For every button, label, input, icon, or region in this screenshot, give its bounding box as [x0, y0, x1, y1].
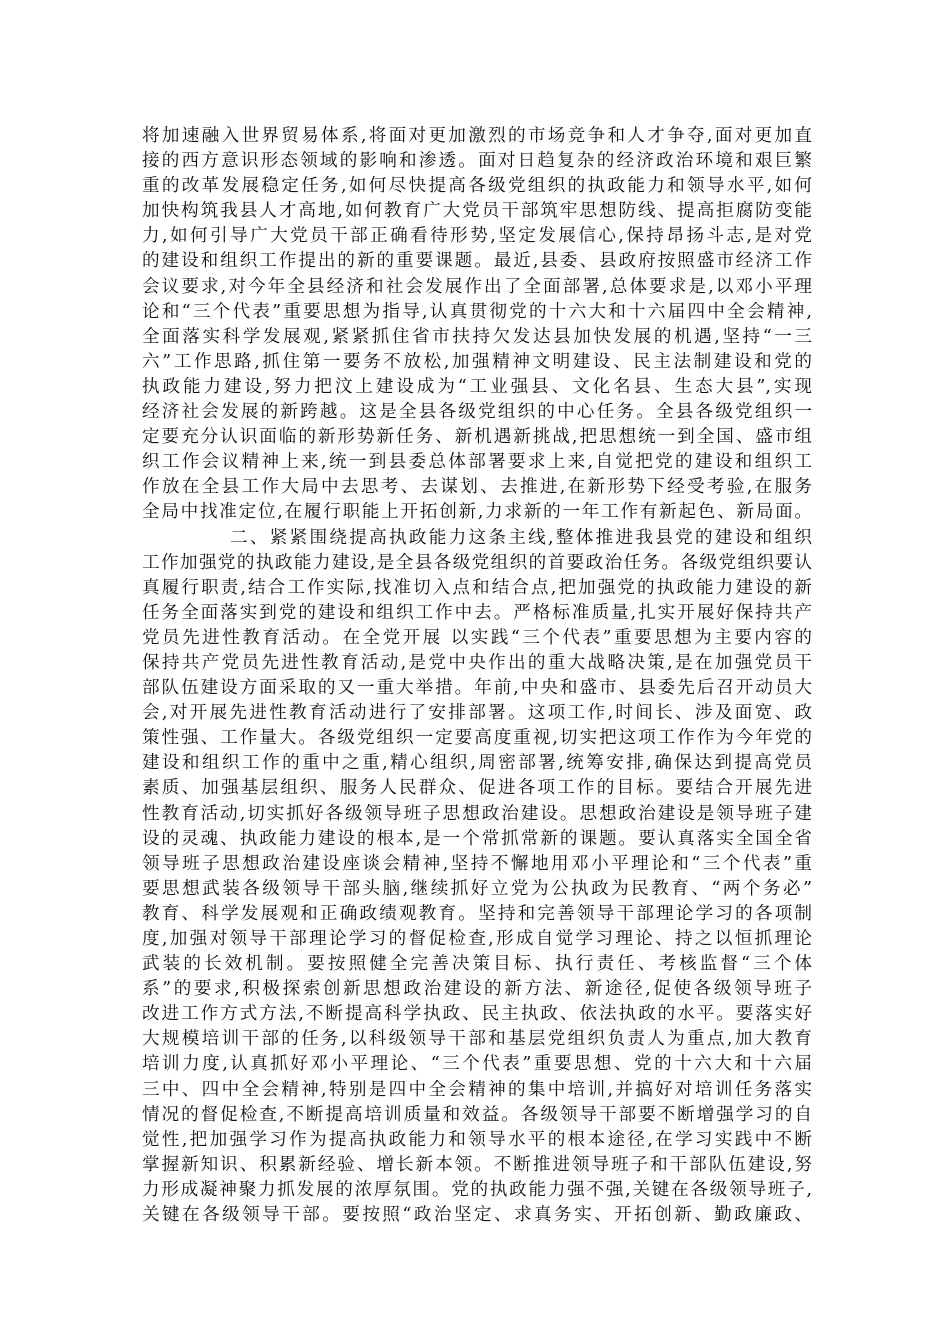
text-line: 任务全面落实到党的建设和组织工作中去。严格标准质量,扎实开展好保持共产	[142, 602, 812, 623]
text-line: 武装的长效机制。要按照健全完善决策目标、执行责任、考核监督“三个体	[142, 954, 812, 975]
text-line: 性教育活动,切实抓好各级领导班子思想政治建设。思想政治建设是领导班子建	[142, 803, 812, 824]
text-line: 情况的督促检查,不断提高培训质量和效益。各级领导干部要不断增强学习的自	[142, 1104, 812, 1125]
text-line: 大规模培训干部的任务,以科级领导干部和基层党组织负责人为重点,加大教育	[142, 1029, 812, 1050]
text-line: 加快构筑我县人才高地,如何教育广大党员干部筑牢思想防线、提高拒腐防变能	[142, 201, 812, 222]
text-line: 真履行职责,结合工作实际,找准切入点和结合点,把加强党的执政能力建设的新	[142, 577, 812, 598]
text-line: 改进工作方式方法,不断提高科学执政、民主执政、依法执政的水平。要落实好	[142, 1004, 812, 1025]
text-line: 全局中找准定位,在履行职能上开拓创新,力求新的一年工作有新起色、新局面。	[142, 502, 812, 523]
text-line: 接的西方意识形态领域的影响和渗透。面对日趋复杂的经济政治环境和艰巨繁	[142, 151, 812, 172]
text-line: 执政能力建设,努力把汶上建设成为“工业强县、文化名县、生态大县”,实现	[142, 376, 812, 397]
text-line: 会议要求,对今年全县经济和社会发展作出了全面部署,总体要求是,以邓小平理	[142, 276, 812, 297]
text-line: 六”工作思路,抓住第一要务不放松,加强精神文明建设、民主法制建设和党的	[142, 351, 812, 372]
text-line: 度,加强对领导干部理论学习的督促检查,形成自觉学习理论、持之以恒抓理论	[142, 929, 812, 949]
text-line: 论和“三个代表”重要思想为指导,认真贯彻党的十六大和十六届四中全会精神,	[142, 301, 812, 322]
text-line: 会,对开展先进性教育活动进行了安排部署。这项工作,时间长、涉及面宽、政	[142, 703, 812, 724]
text-line: 力,如何引导广大党员干部正确看待形势,坚定发展信心,保持昂扬斗志,是对党	[142, 226, 812, 247]
text-line: 保持共产党员先进性教育活动,是党中央作出的重大战略决策,是在加强党员干	[142, 652, 812, 673]
text-line: 工作加强党的执政能力建设,是全县各级党组织的首要政治任务。各级党组织要认	[142, 552, 812, 573]
text-line: 系”的要求,积极探索创新思想政治建设的新方法、新途径,促使各级领导班子	[142, 979, 812, 1000]
text-line: 党员先进性教育活动。在全党开展 以实践“三个代表”重要思想为主要内容的	[142, 627, 812, 648]
text-line: 设的灵魂、执政能力建设的根本,是一个常抓常新的课题。要认真落实全国全省	[142, 828, 812, 849]
text-line: 培训力度,认真抓好邓小平理论、“三个代表”重要思想、党的十六大和十六届	[142, 1054, 812, 1075]
text-line: 素质、加强基层组织、服务人民群众、促进各项工作的目标。要结合开展先进	[142, 778, 812, 799]
text-line: 建设和组织工作的重中之重,精心组织,周密部署,统筹安排,确保达到提高党员	[142, 753, 812, 774]
text-line: 力形成凝神聚力抓发展的浓厚氛围。党的执政能力强不强,关键在各级领导班子,	[142, 1179, 812, 1200]
text-line: 定要充分认识面临的新形势新任务、新机遇新挑战,把思想统一到全国、盛市组	[142, 427, 812, 448]
text-line: 织工作会议精神上来,统一到县委总体部署要求上来,自觉把党的建设和组织工	[142, 452, 812, 473]
text-line: 觉性,把加强学习作为提高执政能力和领导水平的根本途径,在学习实践中不断	[142, 1129, 812, 1150]
text-line: 关键在各级领导干部。要按照“政治坚定、求真务实、开拓创新、勤政廉政、	[142, 1205, 812, 1226]
text-line: 的建设和组织工作提出的新的重要课题。最近,县委、县政府按照盛市经济工作	[142, 251, 812, 272]
text-line: 部队伍建设方面采取的又一重大举措。年前,中央和盛市、县委先后召开动员大	[142, 678, 812, 699]
section-heading-line: 二、紧紧围绕提高执政能力这条主线,整体推进我县党的建设和组织	[230, 527, 812, 548]
text-line: 将加速融入世界贸易体系,将面对更加激烈的市场竞争和人才争夺,面对更加直	[142, 126, 812, 146]
text-line: 全面落实科学发展观,紧紧抓住省市扶持欠发达县加快发展的机遇,坚持“一三	[142, 326, 812, 347]
document-body	[142, 124, 812, 1228]
text-line: 策性强、工作量大。各级党组织一定要高度重视,切实把这项工作作为今年党的	[142, 728, 812, 749]
text-line: 经济社会发展的新跨越。这是全县各级党组织的中心任务。全县各级党组织一	[142, 402, 812, 423]
text-line: 重的改革发展稳定任务,如何尽快提高各级党组织的执政能力和领导水平,如何	[142, 176, 812, 197]
text-line: 三中、四中全会精神,特别是四中全会精神的集中培训,并搞好对培训任务落实	[142, 1079, 812, 1100]
text-line: 作放在全县工作大局中去思考、去谋划、去推进,在新形势下经受考验,在服务	[142, 477, 812, 498]
text-line: 掌握新知识、积累新经验、增长新本领。不断推进领导班子和干部队伍建设,努	[142, 1154, 812, 1175]
text-line: 教育、科学发展观和正确政绩观教育。坚持和完善领导干部理论学习的各项制	[142, 903, 812, 924]
text-line: 领导班子思想政治建设座谈会精神,坚持不懈地用邓小平理论和“三个代表”重	[142, 853, 812, 874]
text-line: 要思想武装各级领导干部头脑,继续抓好立党为公执政为民教育、“两个务必”	[142, 878, 812, 899]
